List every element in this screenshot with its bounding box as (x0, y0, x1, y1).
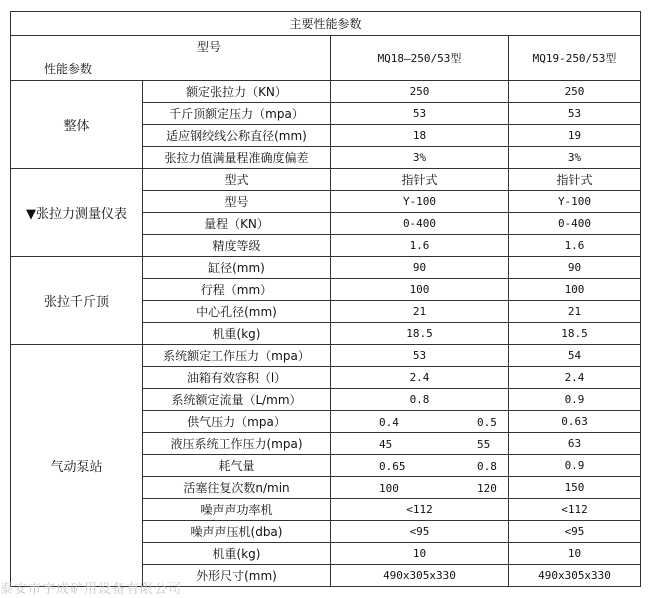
row-label: 精度等级 (143, 235, 331, 257)
row-value-model-1: 18.5 (331, 323, 509, 345)
row-value-model-1: 490x305x330 (331, 565, 509, 587)
range-low-value: 0.4 (379, 416, 399, 429)
row-label: 系统额定流量（L/mm） (143, 389, 331, 411)
spec-table (10, 11, 641, 587)
row-value-model-2: Y-100 (509, 191, 641, 213)
row-value-model-2: 0.9 (509, 389, 641, 411)
row-label: 液压系统工作压力(mpa) (143, 433, 331, 455)
row-label: 系统额定工作压力（mpa） (143, 345, 331, 367)
header-model-1: MQ18—250/53型 (331, 36, 509, 81)
range-low-value: 0.65 (379, 460, 406, 473)
row-value-model-1: <95 (331, 521, 509, 543)
row-label: 适应钢绞线公称直径(mm) (143, 125, 331, 147)
row-label: 行程（mm） (143, 279, 331, 301)
range-high-value: 0.5 (477, 416, 497, 429)
row-label: 油箱有效容积（l） (143, 367, 331, 389)
range-high-value: 120 (477, 482, 497, 495)
row-value-model-1: 2.4 (331, 367, 509, 389)
row-label: 型式 (143, 169, 331, 191)
row-value-model-1: 18 (331, 125, 509, 147)
section-meter: ▼张拉力测量仪表 (11, 169, 143, 257)
row-value-model-2: 2.4 (509, 367, 641, 389)
row-label: 活塞往复次数n/min (143, 477, 331, 499)
row-label: 额定张拉力（KN） (143, 81, 331, 103)
range-low-value: 45 (379, 438, 393, 451)
row-value-model-2: 0.63 (509, 411, 641, 433)
row-value-model-1: 10 (331, 543, 509, 565)
row-value-model-2: 250 (509, 81, 641, 103)
row-value-model-2: 53 (509, 103, 641, 125)
section-jack: 张拉千斤顶 (11, 257, 143, 345)
row-value-model-2: 指针式 (509, 169, 641, 191)
row-value-model-1: 0.8 (331, 389, 509, 411)
row-value-model-1: 250 (331, 81, 509, 103)
row-value-model-2: 100 (509, 279, 641, 301)
row-label: 噪声声压机(dba) (143, 521, 331, 543)
row-value-model-2: <95 (509, 521, 641, 543)
row-label: 供气压力（mpa） (143, 411, 331, 433)
row-value-model-2: 63 (509, 433, 641, 455)
row-value-model-2: 1.6 (509, 235, 641, 257)
row-value-model-1: 21 (331, 301, 509, 323)
row-label: 噪声声功率机 (143, 499, 331, 521)
row-value-model-1: 53 (331, 103, 509, 125)
row-value-model-1: 0-400 (331, 213, 509, 235)
header-param-label: 性能参数 (44, 62, 93, 76)
range-high-value: 55 (477, 438, 491, 451)
company-watermark: 泰安市宇成矿用设备有限公司 (0, 582, 183, 597)
row-value-model-2: 0-400 (509, 213, 641, 235)
section-overall: 整体 (11, 81, 143, 169)
row-value-model-1: <112 (331, 499, 509, 521)
row-label: 型号 (143, 191, 331, 213)
row-value-model-2: 0.9 (509, 455, 641, 477)
row-label: 缸径(mm) (143, 257, 331, 279)
row-value-model-2: 18.5 (509, 323, 641, 345)
row-value-model-1: 100 (331, 279, 509, 301)
header-corner-cell (11, 36, 331, 81)
row-value-model-1-range (331, 455, 509, 477)
row-label: 量程（KN） (143, 213, 331, 235)
row-value-model-1: 指针式 (331, 169, 509, 191)
row-label: 机重(kg) (143, 543, 331, 565)
row-value-model-2: 150 (509, 477, 641, 499)
row-label: 耗气量 (143, 455, 331, 477)
section-pump: 气动泵站 (11, 345, 143, 587)
row-label: 机重(kg) (143, 323, 331, 345)
row-value-model-1: 1.6 (331, 235, 509, 257)
row-value-model-2: 21 (509, 301, 641, 323)
row-value-model-1: 90 (331, 257, 509, 279)
row-value-model-2: 490x305x330 (509, 565, 641, 587)
row-value-model-1-range (331, 477, 509, 499)
row-value-model-1: 53 (331, 345, 509, 367)
row-label: 千斤顶额定压力（mpa） (143, 103, 331, 125)
header-model-2: MQ19-250/53型 (509, 36, 641, 81)
row-value-model-2: 54 (509, 345, 641, 367)
row-value-model-2: 10 (509, 543, 641, 565)
row-value-model-2: 3% (509, 147, 641, 169)
row-label: 张拉力值满量程准确度偏差 (143, 147, 331, 169)
row-value-model-1: Y-100 (331, 191, 509, 213)
range-high-value: 0.8 (477, 460, 497, 473)
row-value-model-1-range (331, 411, 509, 433)
row-value-model-2: 90 (509, 257, 641, 279)
row-value-model-2: <112 (509, 499, 641, 521)
range-low-value: 100 (379, 482, 399, 495)
row-value-model-1-range (331, 433, 509, 455)
row-label: 外形尺寸(mm) (143, 565, 331, 587)
table-caption: 主要性能参数 (11, 12, 641, 36)
row-value-model-1: 3% (331, 147, 509, 169)
row-label: 中心孔径(mm) (143, 301, 331, 323)
header-type-label: 型号 (197, 40, 222, 54)
row-value-model-2: 19 (509, 125, 641, 147)
